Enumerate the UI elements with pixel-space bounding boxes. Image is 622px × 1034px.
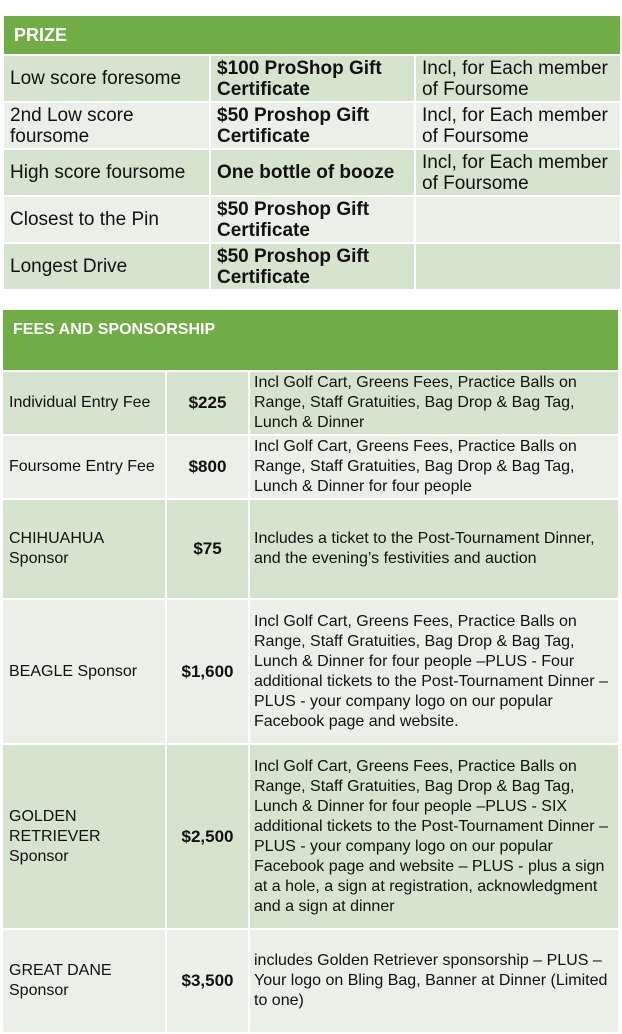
prize-table — [2, 14, 622, 291]
table-row — [3, 149, 621, 196]
fee-price: $75 — [166, 499, 249, 599]
prize-award: $50 Proshop Gift Certificate — [210, 196, 415, 243]
fee-name: GREAT DANE Sponsor — [2, 929, 166, 1033]
fee-name: BEAGLE Sponsor — [2, 599, 166, 744]
table-row — [3, 55, 621, 102]
fee-description: includes Golden Retriever sponsorship – PLUS – Your logo on Bling Bag, Banner at Dinner (Limited to one) — [249, 929, 619, 1033]
table-row — [2, 599, 619, 744]
fee-price: $225 — [166, 371, 249, 435]
fee-price: $3,500 — [166, 929, 249, 1033]
fee-price: $800 — [166, 435, 249, 499]
prize-award: $100 ProShop Gift Certificate — [210, 55, 415, 102]
prize-award: $50 Proshop Gift Certificate — [210, 102, 415, 149]
prize-note: Incl, for Each member of Foursome — [415, 149, 621, 196]
prize-award: $50 Proshop Gift Certificate — [210, 243, 415, 290]
prize-note: Incl, for Each member of Foursome — [415, 102, 621, 149]
table-row — [2, 435, 619, 499]
table-row — [3, 102, 621, 149]
prize-header: PRIZE — [3, 15, 621, 55]
fee-price: $1,600 — [166, 599, 249, 744]
prize-name: Low score foresome — [3, 55, 210, 102]
fee-name: Foursome Entry Fee — [2, 435, 166, 499]
table-row — [3, 243, 621, 290]
table-row — [2, 744, 619, 929]
fee-description: Incl Golf Cart, Greens Fees, Practice Balls on Range, Staff Gratuities, Bag Drop & Bag Tag, Lunch & Dinner for four people — [249, 435, 619, 499]
fee-description: Incl Golf Cart, Greens Fees, Practice Balls on Range, Staff Gratuities, Bag Drop & Bag Tag, Lunch & Dinner for four people –PLUS - Four additional tickets to the Post-Tournament Dinner – PLUS - your company logo on our popular Facebook page and website. — [249, 599, 619, 744]
prize-award: One bottle of booze — [210, 149, 415, 196]
fees-header: FEES AND SPONSORSHIP — [2, 309, 619, 371]
prize-note — [415, 196, 621, 243]
prize-name: Closest to the Pin — [3, 196, 210, 243]
prize-note: Incl, for Each member of Foursome — [415, 55, 621, 102]
prize-name: 2nd Low score foursome — [3, 102, 210, 149]
table-row — [3, 196, 621, 243]
table-row — [2, 371, 619, 435]
fee-name: CHIHUAHUA Sponsor — [2, 499, 166, 599]
fee-price: $2,500 — [166, 744, 249, 929]
fee-description: Incl Golf Cart, Greens Fees, Practice Balls on Range, Staff Gratuities, Bag Drop & Bag Tag, Lunch & Dinner for four people –PLUS - SIX additional tickets to the Post-Tournament Dinner – PLUS - your company logo on our popular Facebook page and website – PLUS - plus a sign at a hole, a sign at registration, acknowledgment and a sign at dinner — [249, 744, 619, 929]
fee-description: Incl Golf Cart, Greens Fees, Practice Balls on Range, Staff Gratuities, Bag Drop & Bag Tag, Lunch & Dinner — [249, 371, 619, 435]
fees-table — [1, 308, 620, 1034]
fee-description: Includes a ticket to the Post-Tournament Dinner, and the evening’s festivities and auction — [249, 499, 619, 599]
table-row — [2, 929, 619, 1033]
fee-name: Individual Entry Fee — [2, 371, 166, 435]
prize-name: High score foursome — [3, 149, 210, 196]
table-row — [2, 499, 619, 599]
prize-name: Longest Drive — [3, 243, 210, 290]
prize-note — [415, 243, 621, 290]
fee-name: GOLDEN RETRIEVER Sponsor — [2, 744, 166, 929]
